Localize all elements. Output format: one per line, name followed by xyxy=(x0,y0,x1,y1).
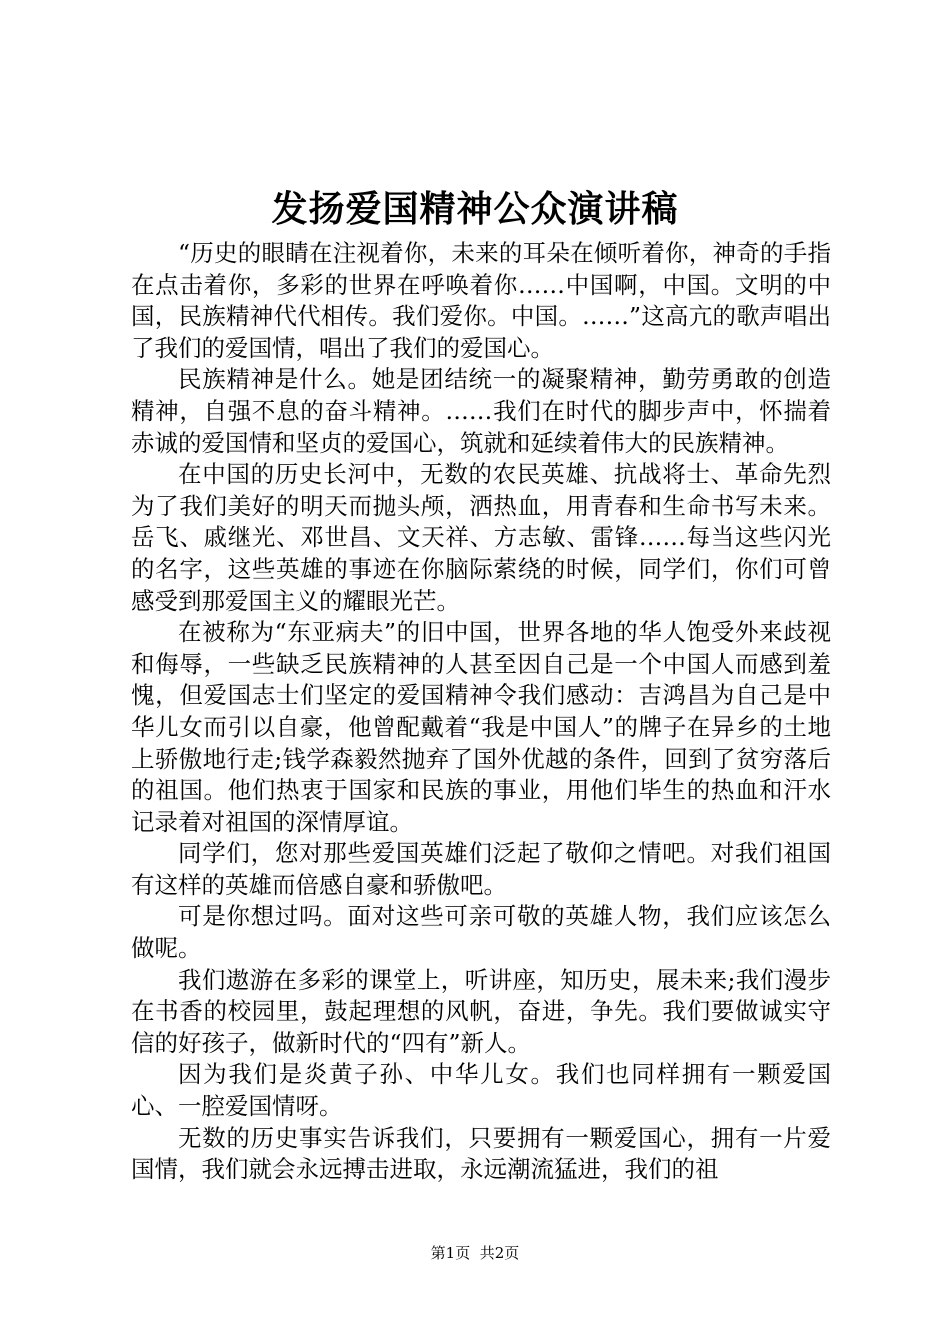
paragraph: 在中国的历史长河中，无数的农民英雄、抗战将士、革命先烈为了我们美好的明天而抛头颅，洒热血，用青春和生命书写未来。岳飞、戚继光、邓世昌、文天祥、方志敏、雷锋……每当这些闪光的名字，这些英雄的事迹在你脑际萦绕的时候，同学们，你们可曾感受到那爱国主义的耀眼光芒。 xyxy=(131,460,831,615)
paragraph: 因为我们是炎黄子孙、中华儿女。我们也同样拥有一颗爱国心、一腔爱国情呀。 xyxy=(131,1060,831,1121)
page-footer xyxy=(0,1243,950,1263)
page-number-current: 第1页 xyxy=(430,1244,471,1262)
paragraph: 同学们，您对那些爱国英雄们泛起了敬仰之情吧。对我们祖国有这样的英雄而倍感自豪和骄傲吧。 xyxy=(131,839,831,899)
page-number-total: 共2页 xyxy=(479,1244,520,1262)
document-body xyxy=(131,238,831,1186)
paragraph: 无数的历史事实告诉我们，只要拥有一颗爱国心，拥有一片爱国情，我们就会永远搏击进取，永远潮流猛进，我们的祖 xyxy=(131,1123,831,1184)
document-title: 发扬爱国精神公众演讲稿 xyxy=(271,188,679,230)
paragraph: 民族精神是什么。她是团结统一的凝聚精神，勤劳勇敢的创造精神，自强不息的奋斗精神。……我们在时代的脚步声中，怀揣着赤诚的爱国情和坚贞的爱国心，筑就和延续着伟大的民族精神。 xyxy=(131,365,831,457)
paragraph: 我们遨游在多彩的课堂上，听讲座，知历史，展未来;我们漫步在书香的校园里，鼓起理想的风帆，奋进，争先。我们要做诚实守信的好孩子，做新时代的“四有”新人。 xyxy=(131,965,831,1057)
paragraph: 在被称为“东亚病夫”的旧中国，世界各地的华人饱受外来歧视和侮辱，一些缺乏民族精神的人甚至因自己是一个中国人而感到羞愧，但爱国志士们坚定的爱国精神令我们感动：吉鸿昌为自己是中华儿女而引以自豪，他曾配戴着“我是中国人”的牌子在异乡的土地上骄傲地行走;钱学森毅然抛弃了国外优越的条件，回到了贫穷落后的祖国。他们热衷于国家和民族的事业，用他们毕生的热血和汗水记录着对祖国的深情厚谊。 xyxy=(131,618,831,836)
paragraph: “历史的眼睛在注视着你，未来的耳朵在倾听着你，神奇的手指在点击着你，多彩的世界在呼唤着你……中国啊，中国。文明的中国，民族精神代代相传。我们爱你。中国。……”这高亢的歌声唱出了我们的爱国情，唱出了我们的爱国心。 xyxy=(131,239,831,362)
footer-spacer xyxy=(470,1244,480,1262)
paragraph: 可是你想过吗。面对这些可亲可敬的英雄人物，我们应该怎么做呢。 xyxy=(131,902,831,963)
